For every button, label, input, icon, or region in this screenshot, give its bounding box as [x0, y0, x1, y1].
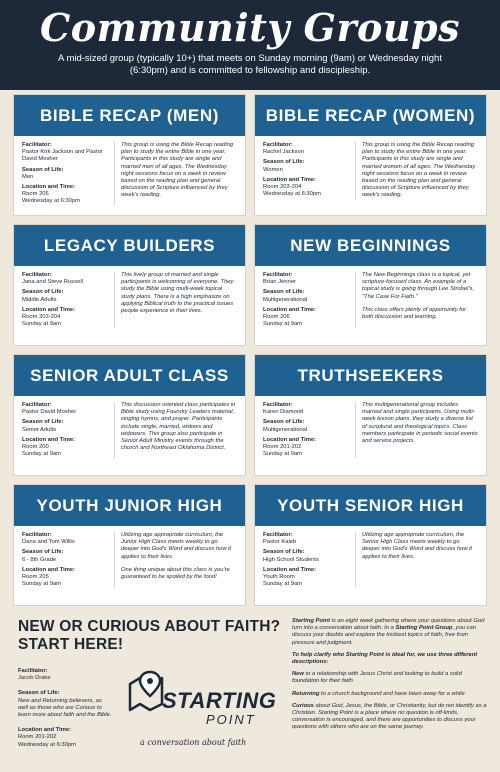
- room-value: Room 203-204: [22, 314, 61, 321]
- facilitator-label: Facilitator:: [22, 532, 52, 538]
- starting-point-left: [18, 618, 288, 749]
- starting-point-description: [288, 618, 487, 749]
- starting-point-logo: [128, 662, 288, 772]
- room-value: Room 201-202: [263, 444, 302, 451]
- time-value: Sunday at 9am: [263, 451, 302, 458]
- season-label: Season of Life:: [263, 159, 305, 166]
- description-text: This discussion oriented class participates in Bible study using Foundry Leaders material, singing hymns, and prayer. Participants include single, married, widows and widowers. This group also participate in Senior Adult Ministry events through the church and Northeast Oklahoma District.: [121, 402, 236, 452]
- season-value: High School Students: [263, 556, 319, 563]
- intro-text-2: , you can discuss your doubts and explore the trickiest topics of faith, free from pressure and judgment.: [292, 625, 476, 646]
- group-description: [355, 142, 478, 200]
- group-title: TRUTHSEEKERS: [255, 355, 486, 396]
- location-label: Location and Time:: [18, 727, 72, 734]
- intro-paragraph: [292, 618, 487, 647]
- room-value: Room 205: [22, 574, 49, 581]
- starting-heading-line1: NEW OR CURIOUS ABOUT FAITH?: [18, 618, 281, 635]
- location-label: Location and Time:: [263, 306, 317, 313]
- season-label: Season of Life:: [263, 289, 305, 296]
- group-card-new-beginnings: [254, 224, 487, 346]
- season-value: Senior Adults: [22, 426, 57, 433]
- time-value: Wednesday at 6:30pm: [263, 191, 321, 198]
- facilitator-label: Facilitator:: [22, 272, 52, 278]
- room-value: Room 206: [263, 314, 290, 321]
- new-text: to a relationship with Jesus Christ and looking to build a solid foundation for their faith: [292, 671, 462, 685]
- intro-bold-2: Starting Point Group: [395, 625, 453, 632]
- returning-text: to a church background and have been away for a while: [319, 690, 465, 697]
- season-label: Season of Life:: [22, 289, 64, 296]
- room-value: Room 203-204: [263, 184, 302, 191]
- starting-info: [18, 668, 113, 749]
- location-label: Location and Time:: [22, 436, 76, 443]
- description-text-2: This class offers plenty of opportunity for both discussion and learning.: [362, 306, 467, 321]
- facilitator-value: Jacob Drake: [18, 675, 51, 682]
- season-value: Multigenerational: [263, 426, 308, 433]
- curious-label: Curious: [292, 702, 314, 709]
- group-card-senior-adult: [13, 354, 246, 476]
- group-card-youth-senior-high: [254, 484, 487, 606]
- groups-grid: [0, 90, 500, 606]
- new-label: New: [292, 671, 304, 678]
- location-label: Location and Time:: [22, 566, 76, 573]
- page-subtitle: A mid-sized group (typically 10+) that meets on Sunday morning (9am) or Wednesday night (6:30pm) and is committed to fellowship and discipleship.: [58, 53, 442, 76]
- new-description: [292, 671, 487, 685]
- facilitator-label: Facilitator:: [22, 142, 52, 148]
- location-label: Location and Time:: [263, 176, 317, 183]
- facilitator-value: Karen Diamond: [263, 409, 304, 416]
- intro-text: is an eight week gathering where your questions about God turn into a conversation about faith. In a: [292, 618, 485, 632]
- group-info: [22, 532, 108, 588]
- group-description: [114, 402, 237, 458]
- season-value: Multigenerational: [263, 296, 308, 303]
- facilitator-label: Facilitator:: [18, 668, 48, 674]
- group-description: [114, 532, 237, 588]
- time-value: Sunday at 9am: [263, 581, 302, 588]
- facilitator-label: Facilitator:: [263, 402, 293, 408]
- group-description: [114, 142, 237, 206]
- facilitator-label: Facilitator:: [263, 532, 293, 538]
- facilitator-value: Rachel Jackson: [263, 149, 304, 156]
- group-title: BIBLE RECAP (MEN): [14, 95, 245, 136]
- group-card-youth-junior-high: [13, 484, 246, 606]
- curious-text: about God, Jesus, the Bible, or Christianity, but do not identify as a Christian. Starting Point is a place where no question is off-limits, conversation is encouraged, and there are opportunities to discuss your questions with others who are on the same journey.: [292, 702, 487, 731]
- time-value: Sunday at 9am: [22, 451, 61, 458]
- page-header: [0, 0, 500, 90]
- facilitator-value: Jana and Steve Russell: [22, 279, 83, 286]
- group-title: LEGACY BUILDERS: [14, 225, 245, 266]
- group-title: SENIOR ADULT CLASS: [14, 355, 245, 396]
- season-label: Season of Life:: [263, 419, 305, 426]
- group-info: [22, 142, 108, 206]
- room-value: Room 206: [22, 191, 49, 198]
- group-info: [263, 142, 349, 200]
- season-label: Season of Life:: [18, 690, 60, 697]
- room-value: Room 200: [22, 444, 49, 451]
- season-label: Season of Life:: [263, 549, 305, 556]
- location-label: Location and Time:: [22, 184, 76, 191]
- time-value: Wednesday at 6:30pm: [18, 741, 76, 748]
- location-label: Location and Time:: [263, 436, 317, 443]
- curious-description: [292, 703, 487, 732]
- room-value: Youth Room: [263, 574, 295, 581]
- description-text: This lively group of married and single participants is welcoming of everyone. They study the Bible using multi-week topical study plans. There is a high emphasize on applying Biblical truth to the practical issues people experience in their lives.: [121, 272, 234, 315]
- season-value: 6 - 8th Grade: [22, 556, 57, 563]
- group-info: [263, 272, 349, 328]
- time-value: Sunday at 9am: [22, 581, 61, 588]
- group-card-truthseekers: [254, 354, 487, 476]
- group-title: YOUTH JUNIOR HIGH: [14, 485, 245, 526]
- returning-description: [292, 691, 487, 698]
- location-label: Location and Time:: [22, 306, 76, 313]
- group-info: [22, 272, 108, 328]
- description-text-2: One thing unique about this class is you're guaranteed to be spoiled by the food!: [121, 566, 230, 581]
- group-card-bible-recap-men: [13, 94, 246, 216]
- season-value: Men: [22, 173, 34, 180]
- room-value: Room 201-202: [18, 734, 57, 741]
- group-description: [114, 272, 237, 328]
- logo-word-point: POINT: [206, 712, 256, 727]
- facilitator-value: Pastor Kaleb: [263, 539, 297, 546]
- group-info: [22, 402, 108, 458]
- group-info: [263, 532, 349, 588]
- group-info: [263, 402, 349, 458]
- time-value: Sunday at 9am: [263, 321, 302, 328]
- location-label: Location and Time:: [263, 566, 317, 573]
- group-description: [355, 272, 478, 328]
- season-label: Season of Life:: [22, 419, 64, 426]
- group-card-bible-recap-women: [254, 94, 487, 216]
- intro-bold: Starting Point: [292, 618, 330, 624]
- time-value: Sunday at 9am: [22, 321, 61, 328]
- season-label: Season of Life:: [22, 166, 64, 173]
- description-text: This group is using the Bible Recap reading plan to study the entire Bible in one year. Participants in this study are single and married women of all ages. The Wednesday night sessions focus on a week in review based on the reading plan and general discussion of Scripture influenced by they week's reading.: [362, 142, 476, 199]
- group-title: YOUTH SENIOR HIGH: [255, 485, 486, 526]
- returning-label: Returning: [292, 690, 320, 697]
- facilitator-value: Brian Jenner: [263, 279, 296, 286]
- season-label: Season of Life:: [22, 549, 64, 556]
- description-text: The New Beginnings class is a topical, yet scripture-focused class. An example of a topical study is going through Lee Strobel's, "The Case For Faith.": [362, 272, 474, 300]
- descriptions-heading: To help clarify who Starting Point is ideal for, we use three different descriptions:: [292, 651, 478, 666]
- facilitator-value: Pastor Kirk Jackson and Pastor David Mosher: [22, 149, 103, 163]
- group-title: NEW BEGINNINGS: [255, 225, 486, 266]
- starting-point-section: [0, 606, 500, 749]
- group-title: BIBLE RECAP (WOMEN): [255, 95, 486, 136]
- group-card-legacy-builders: [13, 224, 246, 346]
- time-value: Wednesday at 6:30pm: [22, 198, 80, 205]
- facilitator-value: Pastor David Mosher: [22, 409, 77, 416]
- season-value: Middle Adults: [22, 296, 57, 303]
- group-description: [355, 532, 478, 588]
- facilitator-label: Facilitator:: [22, 402, 52, 408]
- description-text: This multigenerational group includes married and single participants. Using multi-week lesson plans, they study a diverse list of scriptural and theological topics. Class members participate in periodic social events and service projects.: [362, 402, 478, 445]
- description-text: This group is using the Bible Recap reading plan to study the entire Bible in one year. Participants in this study are single and married men of all ages. The Wednesday night sessions focus on a week in review based on the reading plan and general discussion of Scripture influenced by they week's reading.: [121, 142, 234, 199]
- page-title: Community Groups: [40, 5, 460, 50]
- facilitator-value: Dana and Tom Willis: [22, 539, 75, 546]
- season-value: New and Returning believers, as well as those who are Curious to learn more about faith and the Bible.: [18, 697, 112, 719]
- description-text: Utilizing age appropriate curriculum, the Junior High Class meets weekly to go deeper into God's Word and discuss how it applies to their lives.: [121, 532, 232, 560]
- facilitator-label: Facilitator:: [263, 142, 293, 148]
- logo-word-starting: STARTING: [162, 688, 277, 713]
- season-value: Women: [263, 166, 283, 173]
- starting-heading-line2: START HERE!: [18, 636, 124, 653]
- group-description: [355, 402, 478, 458]
- description-text: Utilizing age appropriate curriculum, the Senior High Class meets weekly to go deeper into God's Word and discuss how it applies to their lives.: [362, 532, 473, 560]
- facilitator-label: Facilitator:: [263, 272, 293, 278]
- logo-tagline: a conversation about faith: [140, 738, 247, 747]
